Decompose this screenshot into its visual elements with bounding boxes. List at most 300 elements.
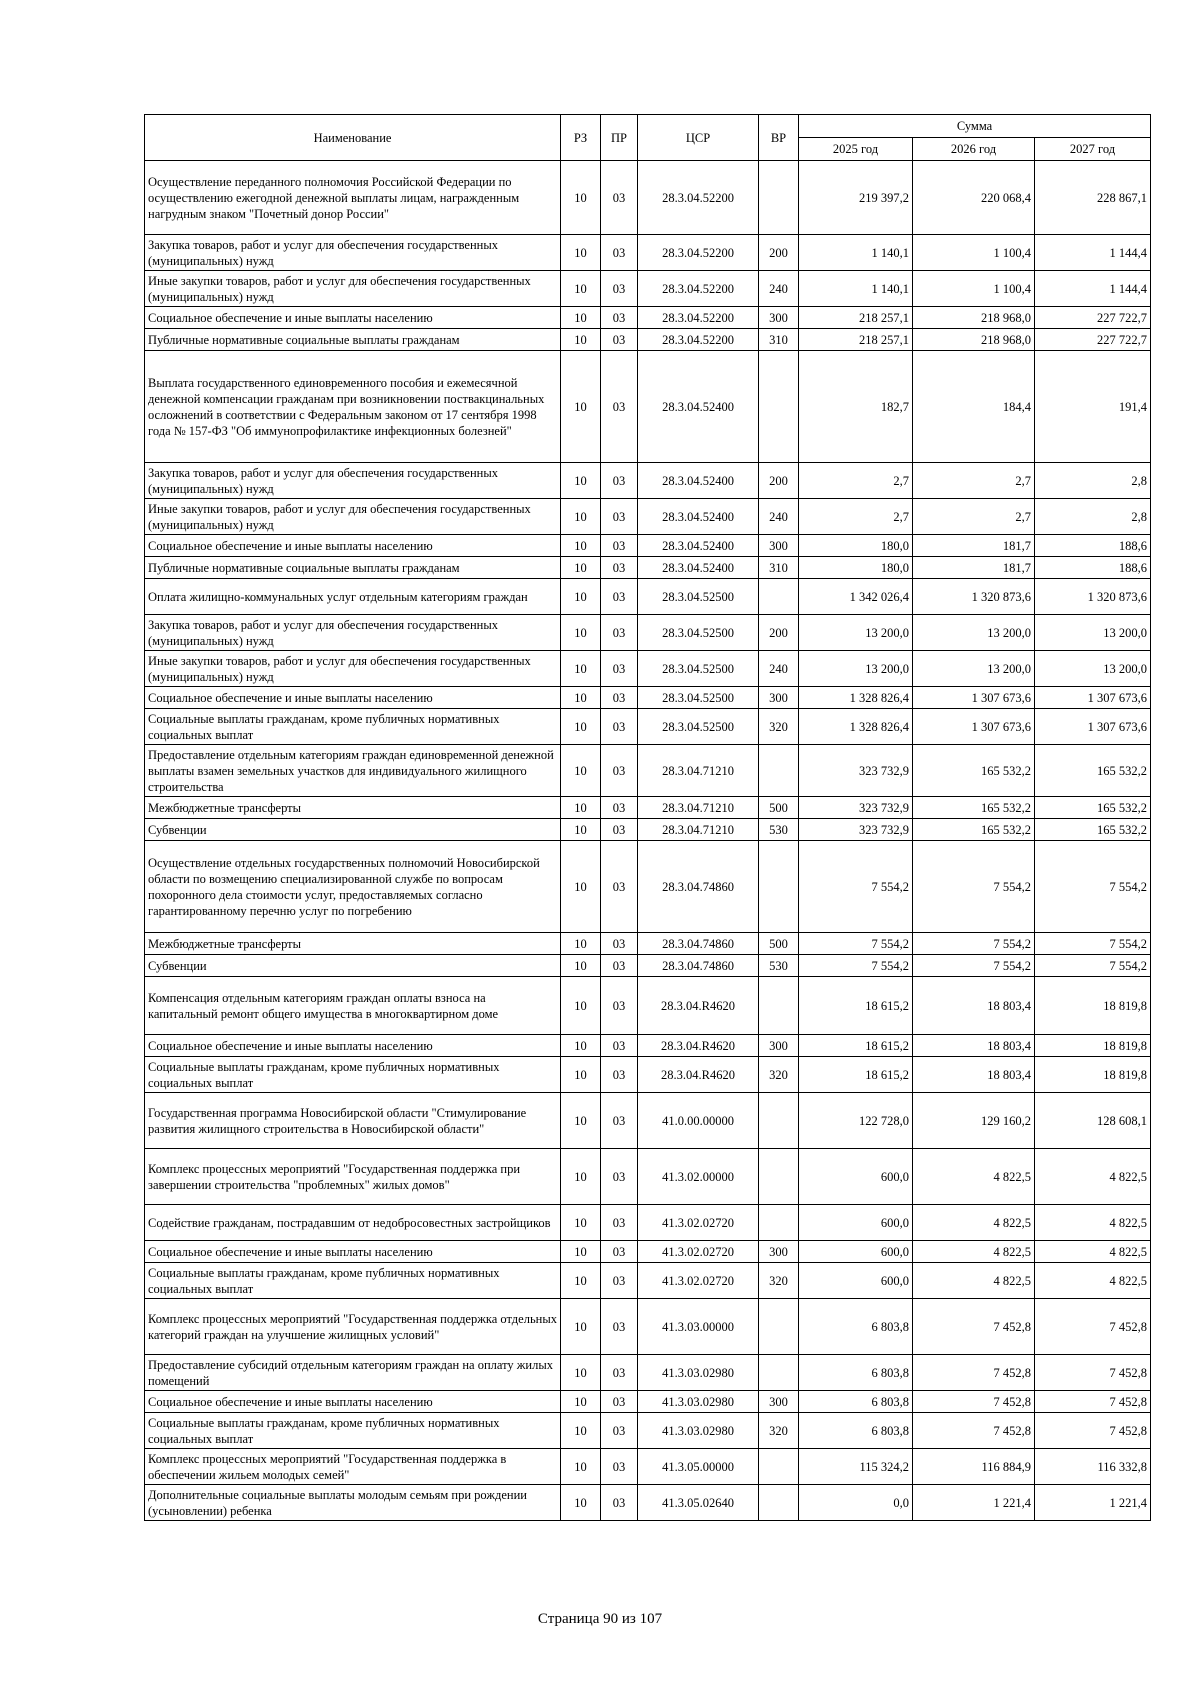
row-amount-2025: 7 554,2	[799, 933, 913, 955]
row-vr: 300	[759, 1391, 799, 1413]
row-amount-2027: 7 452,8	[1035, 1413, 1151, 1449]
row-amount-2027: 165 532,2	[1035, 797, 1151, 819]
budget-table	[144, 114, 1151, 1521]
row-name: Публичные нормативные социальные выплаты гражданам	[145, 557, 561, 579]
row-vr	[759, 841, 799, 933]
row-pr: 03	[601, 1205, 638, 1241]
table-row	[145, 687, 1151, 709]
row-rz: 10	[561, 1205, 601, 1241]
row-vr: 200	[759, 235, 799, 271]
row-amount-2025: 18 615,2	[799, 1057, 913, 1093]
row-amount-2026: 18 803,4	[913, 1035, 1035, 1057]
row-name: Комплекс процессных мероприятий "Государственная поддержка в обеспечении жильем молодых семей"	[145, 1449, 561, 1485]
row-csr: 41.3.02.02720	[638, 1205, 759, 1241]
row-rz: 10	[561, 307, 601, 329]
row-amount-2025: 323 732,9	[799, 797, 913, 819]
row-csr: 28.3.04.52200	[638, 235, 759, 271]
row-amount-2025: 323 732,9	[799, 819, 913, 841]
row-amount-2027: 7 452,8	[1035, 1299, 1151, 1355]
row-amount-2026: 1 307 673,6	[913, 709, 1035, 745]
table-row	[145, 1449, 1151, 1485]
row-amount-2025: 219 397,2	[799, 161, 913, 235]
row-amount-2026: 1 100,4	[913, 235, 1035, 271]
row-amount-2026: 1 307 673,6	[913, 687, 1035, 709]
row-name: Комплекс процессных мероприятий "Государственная поддержка отдельных категорий граждан на улучшение жилищных условий"	[145, 1299, 561, 1355]
row-amount-2026: 2,7	[913, 499, 1035, 535]
row-amount-2026: 18 803,4	[913, 1057, 1035, 1093]
row-pr: 03	[601, 1263, 638, 1299]
row-amount-2025: 218 257,1	[799, 307, 913, 329]
row-amount-2027: 1 144,4	[1035, 235, 1151, 271]
row-amount-2027: 165 532,2	[1035, 745, 1151, 797]
row-vr	[759, 579, 799, 615]
row-pr: 03	[601, 797, 638, 819]
header-2025: 2025 год	[799, 138, 913, 161]
row-pr: 03	[601, 687, 638, 709]
row-amount-2026: 165 532,2	[913, 797, 1035, 819]
table-row	[145, 161, 1151, 235]
row-rz: 10	[561, 1263, 601, 1299]
row-rz: 10	[561, 1241, 601, 1263]
page-number: Страница 90 из 107	[537, 1611, 663, 1627]
row-amount-2027: 188,6	[1035, 535, 1151, 557]
row-rz: 10	[561, 579, 601, 615]
row-rz: 10	[561, 709, 601, 745]
row-amount-2026: 1 100,4	[913, 271, 1035, 307]
row-name: Иные закупки товаров, работ и услуг для обеспечения государственных (муниципальных) нужд	[145, 499, 561, 535]
row-pr: 03	[601, 933, 638, 955]
row-amount-2025: 1 140,1	[799, 235, 913, 271]
row-rz: 10	[561, 977, 601, 1035]
table-row	[145, 499, 1151, 535]
row-pr: 03	[601, 1355, 638, 1391]
row-amount-2027: 1 144,4	[1035, 271, 1151, 307]
header-pr: ПР	[601, 115, 638, 161]
row-amount-2025: 600,0	[799, 1205, 913, 1241]
row-amount-2026: 13 200,0	[913, 651, 1035, 687]
row-amount-2026: 13 200,0	[913, 615, 1035, 651]
table-row	[145, 271, 1151, 307]
row-amount-2026: 4 822,5	[913, 1149, 1035, 1205]
row-csr: 28.3.04.52500	[638, 579, 759, 615]
row-amount-2025: 122 728,0	[799, 1093, 913, 1149]
table-row	[145, 307, 1151, 329]
row-vr: 300	[759, 307, 799, 329]
row-csr: 41.3.02.02720	[638, 1263, 759, 1299]
row-amount-2025: 6 803,8	[799, 1391, 913, 1413]
row-name: Дополнительные социальные выплаты молодым семьям при рождении (усыновлении) ребенка	[145, 1485, 561, 1521]
row-vr	[759, 161, 799, 235]
row-pr: 03	[601, 271, 638, 307]
row-name: Социальные выплаты гражданам, кроме публичных нормативных социальных выплат	[145, 1057, 561, 1093]
row-amount-2027: 18 819,8	[1035, 1057, 1151, 1093]
row-amount-2025: 1 140,1	[799, 271, 913, 307]
row-pr: 03	[601, 535, 638, 557]
row-amount-2026: 218 968,0	[913, 307, 1035, 329]
budget-sheet	[144, 114, 1150, 1521]
row-pr: 03	[601, 977, 638, 1035]
table-row	[145, 955, 1151, 977]
row-vr: 310	[759, 329, 799, 351]
row-vr	[759, 1355, 799, 1391]
row-amount-2025: 2,7	[799, 499, 913, 535]
table-row	[145, 235, 1151, 271]
row-amount-2026: 116 884,9	[913, 1449, 1035, 1485]
row-pr: 03	[601, 1485, 638, 1521]
row-csr: 28.3.04.74860	[638, 841, 759, 933]
row-amount-2027: 4 822,5	[1035, 1149, 1151, 1205]
row-pr: 03	[601, 819, 638, 841]
row-name: Межбюджетные трансферты	[145, 797, 561, 819]
row-amount-2027: 227 722,7	[1035, 307, 1151, 329]
table-row	[145, 745, 1151, 797]
table-row	[145, 1035, 1151, 1057]
row-rz: 10	[561, 1355, 601, 1391]
row-name: Социальное обеспечение и иные выплаты населению	[145, 1391, 561, 1413]
table-row	[145, 819, 1151, 841]
row-pr: 03	[601, 955, 638, 977]
table-row	[145, 1205, 1151, 1241]
row-csr: 28.3.04.52500	[638, 615, 759, 651]
row-amount-2025: 0,0	[799, 1485, 913, 1521]
header-name: Наименование	[145, 115, 561, 161]
row-amount-2026: 165 532,2	[913, 819, 1035, 841]
row-amount-2026: 4 822,5	[913, 1263, 1035, 1299]
row-amount-2026: 1 320 873,6	[913, 579, 1035, 615]
row-pr: 03	[601, 615, 638, 651]
row-vr: 200	[759, 615, 799, 651]
row-vr	[759, 977, 799, 1035]
row-amount-2027: 18 819,8	[1035, 1035, 1151, 1057]
table-row	[145, 535, 1151, 557]
table-row	[145, 709, 1151, 745]
row-vr: 200	[759, 463, 799, 499]
row-rz: 10	[561, 535, 601, 557]
row-amount-2025: 600,0	[799, 1263, 913, 1299]
table-row	[145, 841, 1151, 933]
row-rz: 10	[561, 161, 601, 235]
row-pr: 03	[601, 1093, 638, 1149]
row-vr	[759, 745, 799, 797]
header-rz: РЗ	[561, 115, 601, 161]
row-amount-2025: 600,0	[799, 1241, 913, 1263]
row-name: Закупка товаров, работ и услуг для обеспечения государственных (муниципальных) нужд	[145, 235, 561, 271]
row-vr: 240	[759, 499, 799, 535]
row-amount-2026: 181,7	[913, 557, 1035, 579]
row-pr: 03	[601, 841, 638, 933]
row-vr: 320	[759, 1057, 799, 1093]
row-name: Иные закупки товаров, работ и услуг для обеспечения государственных (муниципальных) нужд	[145, 271, 561, 307]
row-name: Субвенции	[145, 819, 561, 841]
row-rz: 10	[561, 1299, 601, 1355]
row-amount-2026: 184,4	[913, 351, 1035, 463]
row-csr: 28.3.04.52200	[638, 329, 759, 351]
row-amount-2025: 180,0	[799, 557, 913, 579]
row-amount-2026: 181,7	[913, 535, 1035, 557]
row-vr: 240	[759, 651, 799, 687]
row-amount-2026: 4 822,5	[913, 1205, 1035, 1241]
row-rz: 10	[561, 819, 601, 841]
row-pr: 03	[601, 557, 638, 579]
row-amount-2026: 7 554,2	[913, 841, 1035, 933]
row-csr: 28.3.04.52400	[638, 351, 759, 463]
row-amount-2027: 116 332,8	[1035, 1449, 1151, 1485]
row-name: Социальное обеспечение и иные выплаты населению	[145, 687, 561, 709]
table-row	[145, 351, 1151, 463]
row-csr: 28.3.04.74860	[638, 933, 759, 955]
row-csr: 41.3.03.02980	[638, 1413, 759, 1449]
row-pr: 03	[601, 351, 638, 463]
row-amount-2025: 218 257,1	[799, 329, 913, 351]
row-amount-2027: 7 452,8	[1035, 1391, 1151, 1413]
table-row	[145, 933, 1151, 955]
row-amount-2027: 228 867,1	[1035, 161, 1151, 235]
row-vr	[759, 1093, 799, 1149]
table-row	[145, 1391, 1151, 1413]
row-csr: 28.3.04.52400	[638, 499, 759, 535]
row-amount-2025: 6 803,8	[799, 1413, 913, 1449]
row-amount-2025: 600,0	[799, 1149, 913, 1205]
row-amount-2027: 188,6	[1035, 557, 1151, 579]
table-row	[145, 1057, 1151, 1093]
row-name: Социальные выплаты гражданам, кроме публичных нормативных социальных выплат	[145, 1413, 561, 1449]
row-amount-2026: 4 822,5	[913, 1241, 1035, 1263]
row-amount-2026: 7 554,2	[913, 955, 1035, 977]
row-pr: 03	[601, 235, 638, 271]
row-name: Комплекс процессных мероприятий "Государственная поддержка при завершении строительства "проблемных" жилых домов"	[145, 1149, 561, 1205]
row-amount-2026: 165 532,2	[913, 745, 1035, 797]
row-rz: 10	[561, 271, 601, 307]
row-pr: 03	[601, 579, 638, 615]
row-name: Иные закупки товаров, работ и услуг для обеспечения государственных (муниципальных) нужд	[145, 651, 561, 687]
row-amount-2026: 129 160,2	[913, 1093, 1035, 1149]
row-rz: 10	[561, 841, 601, 933]
row-csr: 41.3.05.00000	[638, 1449, 759, 1485]
row-csr: 41.3.03.02980	[638, 1355, 759, 1391]
row-amount-2025: 323 732,9	[799, 745, 913, 797]
row-rz: 10	[561, 745, 601, 797]
row-vr	[759, 1299, 799, 1355]
row-amount-2026: 18 803,4	[913, 977, 1035, 1035]
row-rz: 10	[561, 687, 601, 709]
row-name: Закупка товаров, работ и услуг для обеспечения государственных (муниципальных) нужд	[145, 463, 561, 499]
row-vr: 300	[759, 687, 799, 709]
row-rz: 10	[561, 1035, 601, 1057]
row-amount-2027: 7 554,2	[1035, 955, 1151, 977]
row-amount-2025: 7 554,2	[799, 841, 913, 933]
row-vr	[759, 1485, 799, 1521]
row-pr: 03	[601, 1299, 638, 1355]
row-amount-2025: 1 328 826,4	[799, 709, 913, 745]
row-amount-2027: 1 307 673,6	[1035, 687, 1151, 709]
table-row	[145, 557, 1151, 579]
row-vr: 500	[759, 933, 799, 955]
row-vr	[759, 1205, 799, 1241]
row-name: Закупка товаров, работ и услуг для обеспечения государственных (муниципальных) нужд	[145, 615, 561, 651]
row-name: Компенсация отдельным категориям граждан оплаты взноса на капитальный ремонт общего имущества в многоквартирном доме	[145, 977, 561, 1035]
row-amount-2026: 7 452,8	[913, 1391, 1035, 1413]
row-amount-2026: 7 554,2	[913, 933, 1035, 955]
row-amount-2026: 218 968,0	[913, 329, 1035, 351]
row-pr: 03	[601, 161, 638, 235]
row-name: Оплата жилищно-коммунальных услуг отдельным категориям граждан	[145, 579, 561, 615]
row-csr: 28.3.04.52200	[638, 161, 759, 235]
row-amount-2027: 1 221,4	[1035, 1485, 1151, 1521]
row-amount-2027: 1 320 873,6	[1035, 579, 1151, 615]
row-amount-2027: 18 819,8	[1035, 977, 1151, 1035]
row-name: Социальное обеспечение и иные выплаты населению	[145, 1241, 561, 1263]
row-vr: 320	[759, 1263, 799, 1299]
header-csr: ЦСР	[638, 115, 759, 161]
row-csr: 28.3.04.52400	[638, 557, 759, 579]
row-amount-2026: 7 452,8	[913, 1413, 1035, 1449]
row-rz: 10	[561, 615, 601, 651]
row-name: Предоставление субсидий отдельным категориям граждан на оплату жилых помещений	[145, 1355, 561, 1391]
row-amount-2027: 2,8	[1035, 463, 1151, 499]
row-pr: 03	[601, 499, 638, 535]
row-csr: 28.3.04.52400	[638, 535, 759, 557]
row-name: Социальное обеспечение и иные выплаты населению	[145, 1035, 561, 1057]
row-csr: 41.3.05.02640	[638, 1485, 759, 1521]
row-rz: 10	[561, 463, 601, 499]
row-amount-2025: 2,7	[799, 463, 913, 499]
row-name: Выплата государственного единовременного пособия и ежемесячной денежной компенсации гражданам при возникновении поствакцинальных осложнений в соответствии с Федеральным законом от 17 сентября 1998 года № 157-ФЗ "Об иммунопрофилактике инфекционных болезней"	[145, 351, 561, 463]
table-row	[145, 579, 1151, 615]
row-amount-2027: 7 554,2	[1035, 933, 1151, 955]
row-name: Межбюджетные трансферты	[145, 933, 561, 955]
row-pr: 03	[601, 1057, 638, 1093]
row-vr: 530	[759, 955, 799, 977]
row-pr: 03	[601, 1391, 638, 1413]
row-amount-2027: 165 532,2	[1035, 819, 1151, 841]
table-row	[145, 1485, 1151, 1521]
row-pr: 03	[601, 463, 638, 499]
row-pr: 03	[601, 329, 638, 351]
row-amount-2027: 7 554,2	[1035, 841, 1151, 933]
row-amount-2025: 6 803,8	[799, 1355, 913, 1391]
row-name: Социальное обеспечение и иные выплаты населению	[145, 307, 561, 329]
row-name: Субвенции	[145, 955, 561, 977]
row-name: Предоставление отдельным категориям граждан единовременной денежной выплаты взамен земельных участков для индивидуального жилищного строительства	[145, 745, 561, 797]
row-vr: 310	[759, 557, 799, 579]
row-vr: 300	[759, 1035, 799, 1057]
row-amount-2027: 4 822,5	[1035, 1241, 1151, 1263]
row-name: Социальные выплаты гражданам, кроме публичных нормативных социальных выплат	[145, 1263, 561, 1299]
row-csr: 28.3.04.52500	[638, 651, 759, 687]
table-row	[145, 463, 1151, 499]
table-row	[145, 797, 1151, 819]
row-amount-2025: 6 803,8	[799, 1299, 913, 1355]
row-amount-2027: 13 200,0	[1035, 615, 1151, 651]
row-rz: 10	[561, 1391, 601, 1413]
row-amount-2027: 128 608,1	[1035, 1093, 1151, 1149]
row-amount-2025: 18 615,2	[799, 977, 913, 1035]
row-vr: 300	[759, 535, 799, 557]
row-amount-2026: 7 452,8	[913, 1299, 1035, 1355]
row-amount-2027: 1 307 673,6	[1035, 709, 1151, 745]
row-amount-2027: 4 822,5	[1035, 1263, 1151, 1299]
row-amount-2026: 2,7	[913, 463, 1035, 499]
row-amount-2025: 182,7	[799, 351, 913, 463]
row-pr: 03	[601, 1241, 638, 1263]
row-vr	[759, 1149, 799, 1205]
row-amount-2025: 7 554,2	[799, 955, 913, 977]
row-name: Публичные нормативные социальные выплаты гражданам	[145, 329, 561, 351]
row-pr: 03	[601, 709, 638, 745]
table-row	[145, 1263, 1151, 1299]
row-csr: 41.3.02.00000	[638, 1149, 759, 1205]
table-row	[145, 1413, 1151, 1449]
row-amount-2027: 2,8	[1035, 499, 1151, 535]
table-row	[145, 615, 1151, 651]
row-amount-2027: 227 722,7	[1035, 329, 1151, 351]
row-name: Государственная программа Новосибирской области "Стимулирование развития жилищного строительства в Новосибирской области"	[145, 1093, 561, 1149]
row-name: Социальное обеспечение и иные выплаты населению	[145, 535, 561, 557]
table-row	[145, 1355, 1151, 1391]
row-amount-2027: 13 200,0	[1035, 651, 1151, 687]
row-vr: 500	[759, 797, 799, 819]
row-pr: 03	[601, 1413, 638, 1449]
table-row	[145, 329, 1151, 351]
table-row	[145, 651, 1151, 687]
row-vr: 240	[759, 271, 799, 307]
row-pr: 03	[601, 1449, 638, 1485]
row-rz: 10	[561, 235, 601, 271]
row-rz: 10	[561, 797, 601, 819]
row-amount-2025: 13 200,0	[799, 651, 913, 687]
row-csr: 28.3.04.R4620	[638, 1035, 759, 1057]
table-row	[145, 1299, 1151, 1355]
row-amount-2025: 1 342 026,4	[799, 579, 913, 615]
table-row	[145, 977, 1151, 1035]
row-csr: 28.3.04.71210	[638, 819, 759, 841]
header-2026: 2026 год	[913, 138, 1035, 161]
row-rz: 10	[561, 1093, 601, 1149]
row-rz: 10	[561, 1413, 601, 1449]
row-amount-2025: 180,0	[799, 535, 913, 557]
row-vr: 320	[759, 709, 799, 745]
row-rz: 10	[561, 1449, 601, 1485]
row-name: Осуществление переданного полномочия Российской Федерации по осуществлению ежегодной денежной выплаты лицам, награжденным нагрудным знаком "Почетный донор России"	[145, 161, 561, 235]
row-csr: 41.3.02.02720	[638, 1241, 759, 1263]
row-vr: 300	[759, 1241, 799, 1263]
row-amount-2027: 191,4	[1035, 351, 1151, 463]
row-rz: 10	[561, 933, 601, 955]
row-rz: 10	[561, 1149, 601, 1205]
table-row	[145, 1149, 1151, 1205]
row-pr: 03	[601, 745, 638, 797]
row-pr: 03	[601, 307, 638, 329]
row-vr: 530	[759, 819, 799, 841]
row-pr: 03	[601, 1149, 638, 1205]
table-header	[145, 115, 1151, 161]
row-csr: 28.3.04.R4620	[638, 977, 759, 1035]
row-vr	[759, 351, 799, 463]
row-csr: 41.3.03.00000	[638, 1299, 759, 1355]
row-amount-2025: 18 615,2	[799, 1035, 913, 1057]
row-name: Осуществление отдельных государственных полномочий Новосибирской области по возмещению специализированной службе по вопросам похоронного дела стоимости услуг, предоставляемых согласно гарантированному перечню услуг по погребению	[145, 841, 561, 933]
row-amount-2025: 1 328 826,4	[799, 687, 913, 709]
row-rz: 10	[561, 1485, 601, 1521]
row-vr: 320	[759, 1413, 799, 1449]
table-row	[145, 1241, 1151, 1263]
row-amount-2025: 115 324,2	[799, 1449, 913, 1485]
row-csr: 28.3.04.52200	[638, 271, 759, 307]
row-rz: 10	[561, 351, 601, 463]
row-csr: 41.3.03.02980	[638, 1391, 759, 1413]
table-body	[145, 161, 1151, 1521]
row-name: Содействие гражданам, пострадавшим от недобросовестных застройщиков	[145, 1205, 561, 1241]
